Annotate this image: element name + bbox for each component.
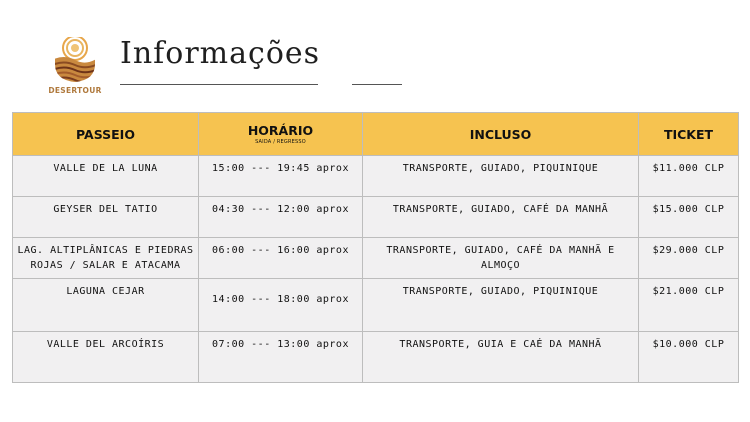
horario-text: 14:00 --- 18:00 aprox: [212, 294, 349, 305]
header-horario-label: HORÁRIO: [247, 123, 314, 138]
table-row: [13, 279, 739, 332]
header-horario: [199, 113, 363, 156]
header-passeio: PASSEIO: [13, 113, 199, 156]
ticket-cell: $29.000 CLP: [639, 238, 739, 279]
passeio-cell: LAG. ALTIPLÂNICAS E PIEDRAS ROJAS / SALAR E ATACAMA: [13, 238, 199, 279]
desertour-logo: [44, 34, 106, 98]
horario-cell: 06:00 --- 16:00 aprox: [199, 238, 363, 279]
horario-cell: [199, 279, 363, 332]
incluso-cell: TRANSPORTE, GUIADO, CAFÉ DA MANHÃ E ALMOÇO: [363, 238, 639, 279]
table-row: [13, 156, 739, 197]
ticket-cell: $21.000 CLP: [639, 279, 739, 332]
table-row: [13, 197, 739, 238]
table-row: [13, 238, 739, 279]
tours-table: [12, 112, 739, 383]
ticket-cell: $10.000 CLP: [639, 332, 739, 383]
incluso-cell: TRANSPORTE, GUIADO, PIQUINIQUE: [363, 156, 639, 197]
logo-text: DESERTOUR: [48, 86, 102, 95]
passeio-cell: VALLE DE LA LUNA: [13, 156, 199, 197]
ticket-cell: $11.000 CLP: [639, 156, 739, 197]
desert-emblem-icon: [52, 34, 98, 84]
passeio-cell: GEYSER DEL TATIO: [13, 197, 199, 238]
incluso-cell: TRANSPORTE, GUIA E CAÉ DA MANHÃ: [363, 332, 639, 383]
table-header-row: [13, 113, 739, 156]
title-underline: [120, 84, 318, 85]
title-underline-short: [352, 84, 402, 85]
header-incluso: INCLUSO: [363, 113, 639, 156]
page-title: Informações: [120, 36, 321, 71]
cell-spacer: [203, 284, 358, 292]
header-horario-sub: SAIDA / REGRESSO: [255, 139, 306, 145]
horario-cell: 15:00 --- 19:45 aprox: [199, 156, 363, 197]
incluso-cell: TRANSPORTE, GUIADO, CAFÉ DA MANHÃ: [363, 197, 639, 238]
ticket-cell: $15.000 CLP: [639, 197, 739, 238]
incluso-cell: TRANSPORTE, GUIADO, PIQUINIQUE: [363, 279, 639, 332]
horario-cell: 07:00 --- 13:00 aprox: [199, 332, 363, 383]
horario-cell: 04:30 --- 12:00 aprox: [199, 197, 363, 238]
passeio-cell: VALLE DEL ARCOÍRIS: [13, 332, 199, 383]
passeio-cell: LAGUNA CEJAR: [13, 279, 199, 332]
header-ticket: TICKET: [639, 113, 739, 156]
table-row: [13, 332, 739, 383]
